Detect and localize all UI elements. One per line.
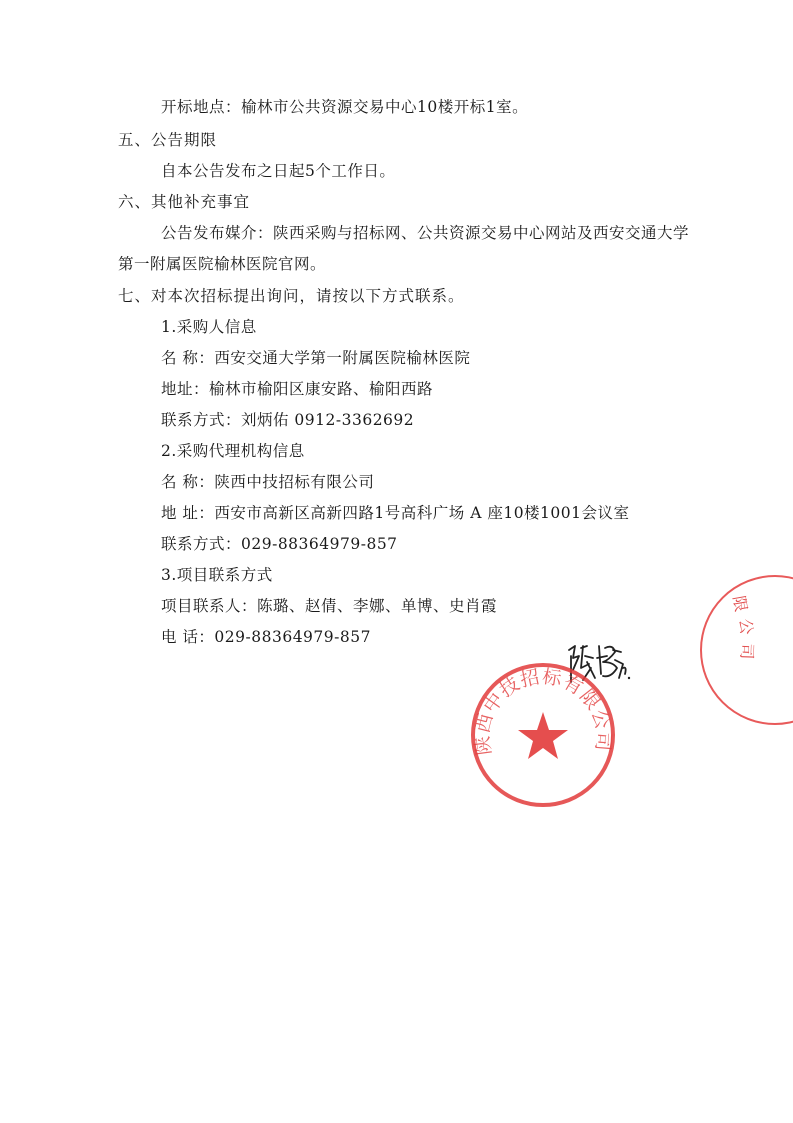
text-line-phone: 电 话：029-88364979-857 — [161, 628, 371, 646]
heading-other-matters: 六、其他补充事宜 — [118, 193, 251, 211]
text-line-project-contact-heading: 3.项目联系方式 — [161, 566, 273, 584]
text-line-purchaser-contact: 联系方式：刘炳佑 0912-3362692 — [161, 411, 415, 429]
text-line-purchaser-info: 1.采购人信息 — [161, 318, 257, 336]
text-line-bid-location: 开标地点：榆林市公共资源交易中心10楼开标1室。 — [161, 98, 529, 116]
text-line-media-1: 公告发布媒介：陕西采购与招标网、公共资源交易中心网站及西安交通大学 — [161, 224, 690, 242]
text-line-media-2: 第一附属医院榆林医院官网。 — [118, 255, 327, 273]
text-line-purchaser-name: 名 称：西安交通大学第一附属医院榆林医院 — [161, 349, 471, 367]
heading-inquiry: 七、对本次招标提出询问，请按以下方式联系。 — [118, 287, 465, 305]
edge-seal-text: 限 — [729, 594, 751, 614]
svg-text:陕西中技招标有限公司: 陕西中技招标有限公司 — [471, 665, 615, 757]
company-seal — [468, 660, 618, 810]
text-line-agency-name: 名 称：陕西中技招标有限公司 — [161, 473, 375, 491]
text-line-project-contacts: 项目联系人：陈璐、赵倩、李娜、单博、史肖霞 — [161, 597, 498, 615]
text-line-purchaser-address: 地址：榆林市榆阳区康安路、榆阳西路 — [161, 380, 434, 398]
edge-seal-text: 公 — [735, 617, 757, 636]
text-line-agency-info: 2.采购代理机构信息 — [161, 442, 305, 460]
edge-seal-text: 司 — [737, 643, 757, 660]
text-line-agency-address: 地 址：西安市高新区高新四路1号高科广场 A 座10楼1001会议室 — [161, 504, 630, 522]
heading-announcement-period: 五、公告期限 — [118, 131, 218, 149]
text-line-agency-contact: 联系方式：029-88364979-857 — [161, 535, 398, 553]
text-line-period: 自本公告发布之日起5个工作日。 — [161, 162, 396, 180]
